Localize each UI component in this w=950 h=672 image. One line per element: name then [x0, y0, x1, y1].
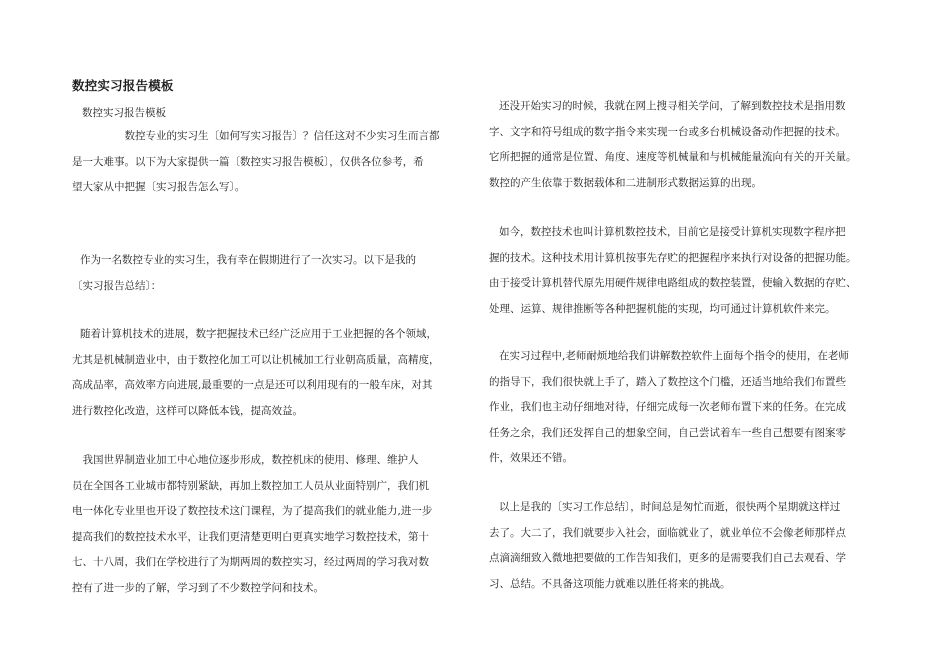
text-line: 件，效果还不错。: [489, 452, 573, 464]
text-line: 作为一名数控专业的实习生，我有幸在假期进行了一次实习。以下是我的: [80, 254, 416, 266]
text-line: 望大家从中把握〔实习报告怎么写〕。: [72, 181, 246, 193]
intro-paragraph: [72, 124, 464, 201]
text-line: 是一大难事。以下为大家提供一篇〔数控实习报告模板〕，仅供各位参考，希: [72, 155, 424, 168]
text-line: 去了。大二了，我们就要步入社会，面临就业了，就业单位不会像老师那样点: [489, 526, 846, 539]
text-line: 七、十八周，我们在学校进行了为期两周的数控实习，经过两周的学习我对数: [72, 556, 429, 568]
text-line: 尤其是机械制造业中，由于数控化加工可以让机械加工行业朝高质量，高精度，: [72, 353, 440, 366]
text-line: 提高我们的数控技术水平，让我们更清楚更明白更真实地学习数控技术，第十: [72, 530, 429, 543]
text-line: 控有了进一步的了解，学习到了不少数控学问和技术。: [72, 581, 324, 594]
paragraph-2: [72, 322, 464, 424]
paragraph-5: [489, 220, 881, 322]
paragraph-3: [72, 448, 464, 601]
text-line: 还没开始实习的时候，我就在网上搜寻相关学问，了解到数控技术是指用数: [499, 100, 846, 112]
text-line: 数控的产生依靠于数据载体和二进制形式数据运算的出现。: [489, 176, 762, 189]
text-line: 字、文字和符号组成的数字指令来实现一台或多台机械设备动作把握的技术。: [489, 125, 846, 138]
text-line: 习、总结。不具备这项能力就难以胜任将来的挑战。: [489, 577, 731, 590]
paragraph-1: [72, 248, 464, 299]
text-line: 员在全国各工业城市都特别紧缺，再加上数控加工人员从业面特别广，我们机: [72, 479, 429, 492]
text-line: 握的技术。这种技术用计算机按事先存贮的把握程序来执行对设备的把握功能。: [489, 251, 857, 264]
subtitle-paragraph: [82, 101, 462, 127]
text-line: 作业，我们也主动仔细地对待，仔细完成每一次老师布置下来的任务。在完成: [489, 401, 846, 413]
paragraph-4: [489, 94, 881, 196]
text-line: 高成品率，高效率方向进展,最重要的一点是还可以利用现有的一般车床，对其: [72, 379, 433, 391]
text-line: 进行数控化改造，这样可以降低本钱，提高效益。: [72, 404, 303, 417]
text-line: 电一体化专业里也开设了数控技术这门课程，为了提高我们的就业能力,进一步: [72, 505, 433, 517]
text-line: 随着计算机技术的进展，数字把握技术已经广泛应用于工业把握的各个领域，: [80, 328, 437, 340]
text-line: 任务之余，我们还发挥自己的想象空间，自己尝试着车一些自己想要有图案零: [489, 426, 846, 439]
text-line: 点滴滴细致入微地把要做的工作告知我们，更多的是需要我们自己去观看、学: [489, 552, 846, 564]
text-line: 数控实习报告模板: [82, 107, 166, 119]
text-line: 处理、运算、规律推断等各种把握机能的实现，均可通过计算机软件来完。: [489, 302, 836, 315]
text-line: 〔实习报告总结〕：: [72, 279, 162, 292]
text-line: 的指导下，我们很快就上手了，踏入了数控这个门槛，还适当地给我们布置些: [489, 375, 846, 388]
text-line: 在实习过程中,老师耐烦地给我们讲解数控软件上面每个指令的使用，在老师: [499, 350, 849, 362]
text-line: 如今，数控技术也叫计算机数控技术，目前它是接受计算机实现数字程序把: [499, 226, 846, 238]
text-line: 由于接受计算机替代原先用硬件规律电路组成的数控装置，使输入数据的存贮、: [489, 277, 857, 289]
document-title: 数控实习报告模板: [72, 78, 174, 93]
text-line: 以上是我的〔实习工作总结〕，时间总是匆忙而逝，很快两个星期就这样过: [499, 501, 841, 513]
text-line: 我国世界制造业加工中心地位逐步形成，数控机床的使用、修理、维护人: [72, 454, 419, 466]
paragraph-6: [489, 344, 881, 472]
paragraph-7: [489, 495, 881, 597]
text-line: 它所把握的通常是位置、角度、速度等机械量和与机械能量流向有关的开关量。: [489, 151, 857, 163]
text-line: 数控专业的实习生〔如何写实习报告〕？信任这对不少实习生而言都: [72, 130, 440, 142]
